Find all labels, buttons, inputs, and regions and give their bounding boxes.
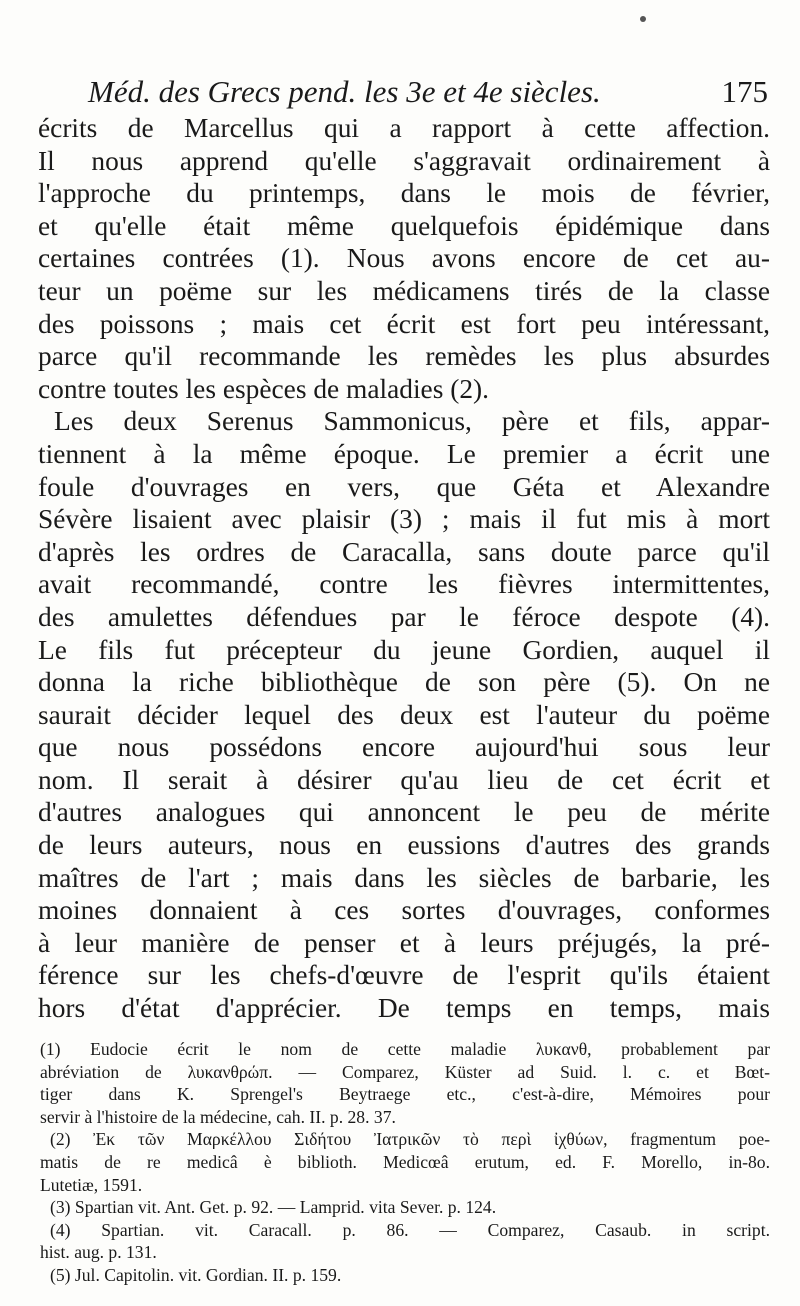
- body-line: des poissons ; mais cet écrit est fort peu intéressant,: [38, 308, 770, 339]
- body-line: maîtres de l'art ; mais dans les siècles de barbarie, les: [38, 862, 770, 893]
- footnote-line: (3) Spartian vit. Ant. Get. p. 92. — Lamprid. vita Sever. p. 124.: [50, 1197, 497, 1218]
- footnote-line: hist. aug. p. 131.: [40, 1242, 157, 1263]
- body-text: [38, 112, 770, 1025]
- footnote-line: (5) Jul. Capitolin. vit. Gordian. II. p. 159.: [50, 1264, 342, 1285]
- body-line: Il nous apprend qu'elle s'aggravait ordinairement à: [38, 145, 770, 176]
- body-line: teur un poëme sur les médicamens tirés de la classe: [38, 275, 770, 306]
- body-line: à leur manière de penser et à leurs préjugés, la pré-: [38, 927, 770, 958]
- body-line: Le fils fut précepteur du jeune Gordien, auquel il: [38, 634, 770, 665]
- footnote-line: (4) Spartian. vit. Caracall. p. 86. — Comparez, Casaub. in script.: [50, 1219, 770, 1240]
- body-line: contre toutes les espèces de maladies (2).: [38, 373, 490, 404]
- body-line: l'approche du printemps, dans le mois de février,: [38, 178, 770, 209]
- footnote-line: servir à l'histoire de la médecine, cah. II. p. 28. 37.: [40, 1106, 396, 1127]
- body-line: certaines contrées (1). Nous avons encore de cet au-: [38, 243, 770, 274]
- body-line: d'après les ordres de Caracalla, sans doute parce qu'il: [38, 536, 770, 567]
- body-line: des amulettes défendues par le féroce despote (4).: [38, 601, 770, 632]
- body-line: tiennent à la même époque. Le premier a écrit une: [38, 438, 770, 469]
- footnote-line: (2) Ἐκ τῶν Μαρκέλλου Σιδήτου Ἰατρικῶν τὸ περὶ ἰχθύων, fragmentum poe-: [50, 1129, 770, 1150]
- body-line: avait recommandé, contre les fièvres intermittentes,: [38, 569, 770, 600]
- body-line: hors d'état d'apprécier. De temps en temps, mais: [38, 993, 770, 1024]
- body-line: et qu'elle était même quelquefois épidémique dans: [38, 210, 770, 241]
- footnotes: [40, 1038, 770, 1287]
- body-line: nom. Il serait à désirer qu'au lieu de cet écrit et: [38, 764, 770, 795]
- body-line: saurait décider lequel des deux est l'auteur du poëme: [38, 699, 770, 730]
- body-line: férence sur les chefs-d'œuvre de l'esprit qu'ils étaient: [38, 960, 770, 991]
- running-title: Méd. des Grecs pend. les 3e et 4e siècles.: [88, 74, 601, 109]
- body-line: Les deux Serenus Sammonicus, père et fils, appar-: [54, 406, 770, 437]
- body-line: de leurs auteurs, nous en eussions d'autres des grands: [38, 830, 770, 861]
- body-line: moines donnaient à ces sortes d'ouvrages, conformes: [38, 895, 770, 926]
- paper-speck: [640, 16, 646, 22]
- body-line: donna la riche bibliothèque de son père (5). On ne: [38, 667, 770, 698]
- footnote-line: tiger dans K. Sprengel's Beytraege etc., c'est-à-dire, Mémoires pour: [40, 1084, 770, 1105]
- body-line: que nous possédons encore aujourd'hui sous leur: [38, 732, 770, 763]
- running-header: [88, 72, 768, 112]
- body-line: foule d'ouvrages en vers, que Géta et Alexandre: [38, 471, 770, 502]
- footnote-line: (1) Eudocie écrit le nom de cette maladie λυκανθ, probablement par: [40, 1039, 770, 1059]
- page-number: 175: [721, 74, 768, 109]
- body-line: d'autres analogues qui annoncent le peu de mérite: [38, 797, 770, 828]
- body-line: parce qu'il recommande les remèdes les plus absurdes: [38, 341, 770, 372]
- body-line: écrits de Marcellus qui a rapport à cette affection.: [38, 113, 770, 143]
- footnote-line: Lutetiæ, 1591.: [40, 1174, 143, 1195]
- footnote-line: abréviation de λυκανθρώπ. — Comparez, Küster ad Suid. l. c. et Bœt-: [40, 1061, 770, 1082]
- footnote-line: matis de re medicâ è biblioth. Medicœâ erutum, ed. F. Morello, in-8o.: [40, 1151, 770, 1172]
- body-line: Sévère lisaient avec plaisir (3) ; mais il fut mis à mort: [38, 504, 770, 535]
